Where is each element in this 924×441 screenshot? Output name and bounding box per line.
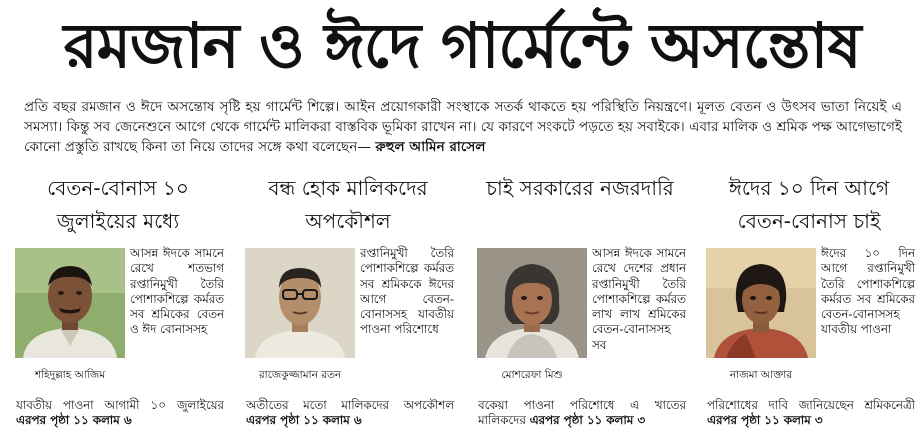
continued-on-page: এরপর পৃষ্ঠা ১১ কলাম ৩ [707,413,823,428]
portrait-photo [245,248,355,358]
column-body-side: আসন্ন ঈদকে সামনে রেখে দেশের প্রধান রপ্তানিমুখী তৈরি পোশাকশিল্পে কর্মরত লাখ লাখ শ্রমিকের বেতন-বোনাসসহ সব [592,246,686,352]
column-nazma [703,172,915,441]
continued-on-page: এরপর পৃষ্ঠা ১১ কলাম ৬ [246,413,362,428]
portrait-photo [15,248,125,358]
column-raton [242,172,454,441]
byline: রুহুল আমিন রাসেল [375,139,486,155]
column-body-bottom [478,398,686,429]
photo-caption: নাজমা আক্তার [729,369,793,381]
continued-on-page: এরপর পৃষ্ঠা ১১ কলাম ৩ [529,413,646,428]
intro-paragraph [24,97,902,157]
column-mishu [474,172,686,441]
column-body-text: যাবতীয় পাওনা আগামী ১০ জুলাইয়ের [16,398,224,412]
photo-caption: মোশরেফা মিশু [501,369,563,381]
portrait-man-1-image [15,248,125,358]
column-body-bottom [707,398,915,429]
column-body-text: পরিশোধের দাবি জানিয়েছেন শ্রমিকনেত্রী [707,398,915,412]
portrait-woman-1-image [477,248,587,358]
intro-text: প্রতি বছর রমজান ও ঈদে অসন্তোষ সৃষ্টি হয় গার্মেন্ট শিল্পে। আইন প্রয়োগকারী সংস্থাকে সতর্ক থাকতে হয় পরিস্থিতি নিয়ন্ত্রণে। মূলত বেতন ও উৎসব ভাতা নিয়েই এ সমস্যা। কিন্তু সব জেনেশুনে আগে থেকে গার্মেন্ট মালিকরা বাস্তবিক ভূমিকা রাখেন না। যে কারণে সংকটে পড়তে হয় সবাইকে। এবার মালিক ও শ্রমিক পক্ষ আগেভাগেই কোনো প্রস্তুতি রাখছে কিনা তা নিয়ে তাদের সঙ্গে কথা বলেছেন— [24,99,902,155]
column-azim [12,172,224,441]
portrait-man-2-image [245,248,355,358]
column-body-side: আসন্ন ঈদকে সামনে রেখে শতভাগ রপ্তানিমুখী তৈরি পোশাকশিল্পে কর্মরত সব শ্রমিকের বেতন ও ঈদ বোনাসসহ [130,246,224,337]
column-title: বেতন-বোনাস ১০ জুলাইয়ের মধ্যে [47,176,189,233]
column-body-bottom [246,398,454,429]
column-title: চাই সরকারের নজরদারি [486,176,674,200]
column-body-side: ঈদের ১০ দিন আগে রপ্তানিমুখী তৈরি পোশাকশিল্পে কর্মরত সব শ্রমিকের বেতন-বোনাসসহ যাবতীয় পাওনা [821,246,915,337]
column-body-side: রপ্তানিমুখী তৈরি পোশাকশিল্পে কর্মরত সব শ্রমিককে ঈদের আগে বেতন-বোনাসসহ যাবতীয় পাওনা পরিশোধে [360,246,454,337]
photo-caption: রাজেকুজ্জামান রতন [258,369,342,381]
headline: রমজান ও ঈদে গার্মেন্টে অসন্তোষ [63,9,861,82]
column-title: বন্ধ হোক মালিকদের অপকৌশল [268,176,428,233]
column-title: ঈদের ১০ দিন আগে বেতন-বোনাস চাই [728,176,890,233]
portrait-photo [477,248,587,358]
portrait-woman-2-image [706,248,816,358]
column-body-text: বকেয়া পাওনা পরিশোধে এ খাতের মালিকদের [478,398,686,428]
column-body-text: অতীতের মতো মালিকদের অপকৌশল [246,398,454,412]
portrait-photo [706,248,816,358]
photo-caption: শহিদুল্লাহ আজিম [34,369,106,381]
column-body-bottom [16,398,224,429]
continued-on-page: এরপর পৃষ্ঠা ১১ কলাম ৬ [16,413,132,428]
